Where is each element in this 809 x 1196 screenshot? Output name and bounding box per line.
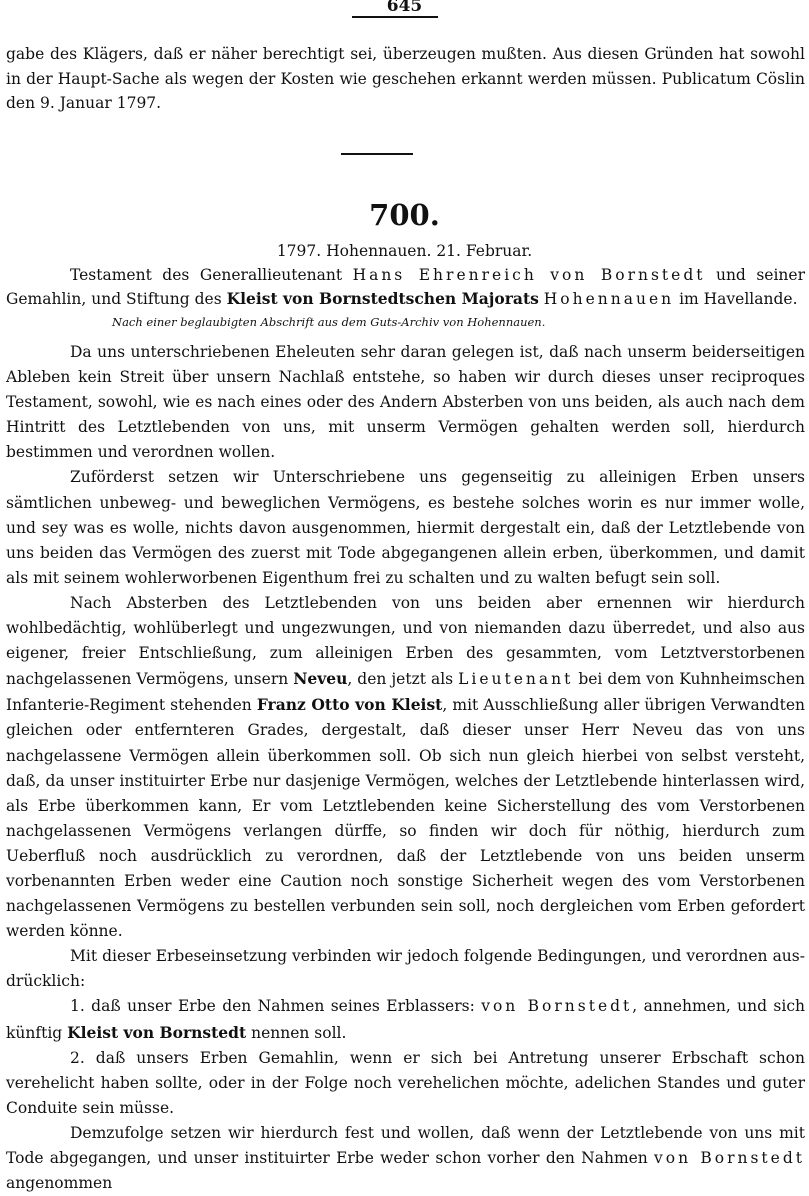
section-divider (341, 153, 413, 155)
body-paragraph: Da uns unterschriebenen Eheleuten sehr daran gelegen ist, daß nach unserm beiderseitigen Ableben kein Streit über unsern Nachlaß entstehe, so haben wir durch dieses unser reciproques Testament, sowohl, wie es nach eines oder des Andern Absterben von uns beiden, als auch nach dem Hintritt des Letztlebenden von uns, mit unserm Vermögen gehalten werden soll, hierdurch bestimmen und verordnen wollen. (6, 343, 805, 462)
document-number: 700. (369, 198, 440, 232)
paragraph-text: nennen soll. (246, 1023, 347, 1042)
body-paragraph (6, 591, 805, 944)
document-dateline: 1797. Hohennauen. 21. Februar. (276, 242, 533, 260)
paragraph-text: , annehmen, und sich künftig (6, 997, 805, 1042)
surname-emphasis: von Bornstedt (481, 997, 633, 1016)
document-heading (6, 263, 805, 311)
body-paragraph (6, 1121, 805, 1196)
rank-emphasis: Lieutenant (458, 670, 574, 689)
neveu-emphasis: Neveu (293, 669, 348, 689)
heading-text: im Havellande. (674, 290, 798, 308)
continuation-paragraph: gabe des Klägers, daß er näher berechtigt sei, überzeugen mußten. Aus diesen Gründen hat sowohl in der Haupt-Sache als wegen der Kosten wie geschehen erkannt werden müssen. Publicatum Cöslin den 9. Januar 1797. (6, 45, 805, 112)
paragraph-text: Nach Absterben des Letztlebenden von uns beiden aber ernennen wir hierdurch wohlbedächtig, wohlüberlegt und ungezwungen, und von niemanden dazu überredet, und also aus eigener, freier Entschließung, zum alleinigen Erben des gesammten, vom Letztverstorbenen nachgelassenen Vermögens, unsern (6, 593, 805, 689)
paragraph-text: , den jetzt als (347, 670, 459, 689)
source-note: Nach einer beglaubigten Abschrift aus dem Guts-Archiv von Hohennauen. (112, 315, 546, 329)
paragraph-text: bei dem von Kuhnheimschen Infanterie-Regiment stehenden (6, 670, 805, 715)
condition-item: 2. daß unsers Erben Gemahlin, wenn er sich bei Antretung unserer Erbschaft schon verehelicht haben sollte, oder in der Folge noch verehelichen möchte, adelichen Standes und guter Conduite sein müsse. (6, 1048, 805, 1117)
body-paragraph: Mit dieser Erbeseinsetzung verbinden wir jedoch folgende Bedingungen, und verordnen ausdrücklich: (6, 947, 805, 991)
condition-item (6, 994, 805, 1045)
paragraph-text: Demzufolge setzen wir hierdurch fest und wollen, daß wenn der Letztlebende von uns mit Tode abgegangen, und unser instituirter Erbe weder schon vorher den Nahmen (6, 1123, 805, 1167)
heir-name: Franz Otto von Kleist (256, 695, 443, 715)
paragraph-text: 1. daß unser Erbe den Nahmen seines Erblassers: (70, 997, 482, 1016)
heading-place: Hohennauen (543, 290, 675, 308)
testament-body (6, 340, 805, 1196)
heading-text: und seiner Gemahlin, und Stiftung des (6, 266, 805, 308)
body-paragraph: Zuförderst setzen wir Unterschriebene uns gegenseitig zu alleinigen Erben unsers sämtlichen unbeweg- und beweglichen Vermögens, es bestehe solches worin es nur immer wolle, und sey was es wolle, nichts davon ausgenommen, hiermit dergestalt ein, daß der Letztlebende von uns beiden das Vermögen des zuerst mit Tode abgegangenen allein erben, überkommen, und damit als mit seinem wohlerworbenen Eigenthum frei zu schalten und zu walten befugt sein soll. (6, 468, 805, 587)
heading-name: Hans Ehrenreich von Bornstedt (352, 266, 706, 284)
page-number-rule (352, 16, 438, 18)
surname-emphasis: von Bornstedt (654, 1149, 805, 1167)
paragraph-text: angenommen (6, 1174, 113, 1193)
paragraph-text: , mit Ausschließung aller übrigen Verwandten gleichen oder entfernteren Grades, dergestalt, daß dieser unser Herr Neveu das von uns nachgelassene Vermögen allein überkommen soll. Ob sich nun gleich hierbei von selbst versteht, daß, da unser instituirter Erbe nur dasjenige Vermögen, welches der Letztlebende hinterlassen wird, als Erbe überkommen kann, Er vom Letztlebenden keine Sicherstellung des vom Verstorbenen nachgelassenen Vermögens verlangen dürffe, so finden wir doch für nöthig, hierdurch zum Ueberfluß noch ausdrücklich zu verordnen, daß der Letztlebende von uns beiden unserm vorbenannten Erben weder eine Caution noch sonstige Sicherheit wegen des vom Verstorbenen nachgelassenen Vermögens zu bestellen verbunden sein soll, noch dergleichen vom Erben gefordert werden könne. (6, 696, 805, 941)
page-number: 645 (386, 0, 423, 16)
heading-majorat: Kleist von Bornstedtschen Majorats (226, 289, 539, 308)
full-name-emphasis: Kleist von Bornstedt (67, 1022, 247, 1042)
heading-text: Testament des Generallieutenant (70, 266, 353, 284)
